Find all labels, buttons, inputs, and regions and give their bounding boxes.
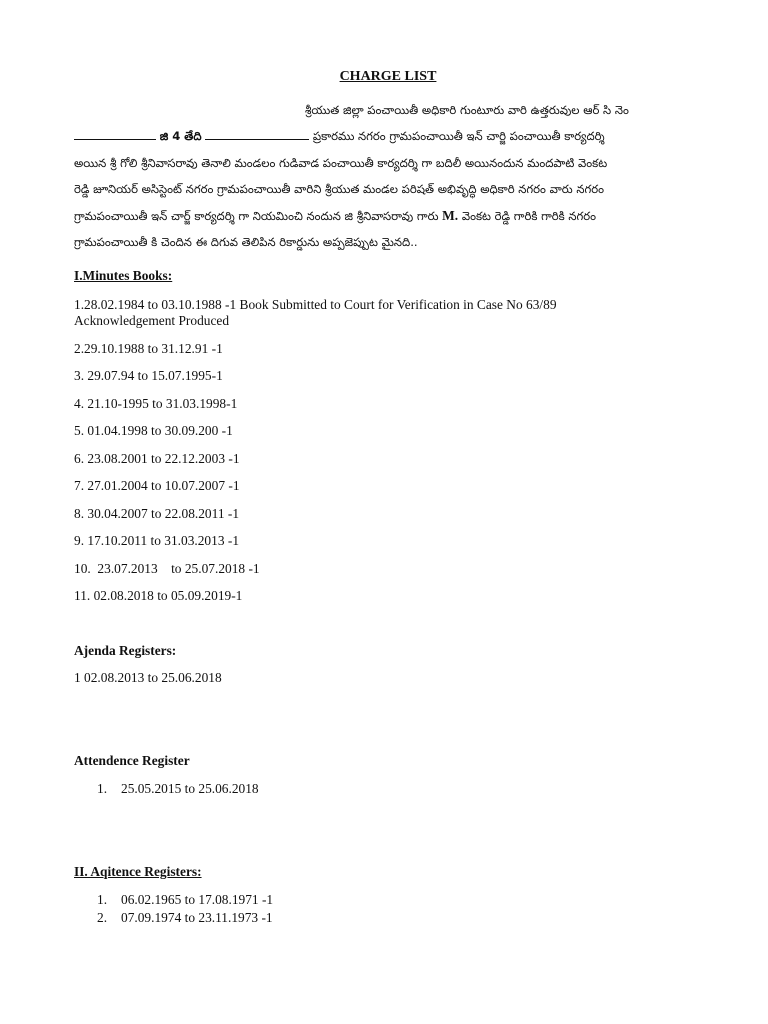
numbered-list-item <box>97 781 259 797</box>
list-item: 5. 01.04.1998 to 30.09.200 -1 <box>74 423 233 438</box>
telugu-ref-label: జి 4 తేది <box>159 129 202 143</box>
telugu-intro-paragraph <box>74 123 694 256</box>
telugu-intro-line-5 <box>74 203 694 230</box>
list-item: 11. 02.08.2018 to 05.09.2019-1 <box>74 588 243 603</box>
telugu-intro-line-4: రెడ్డి జూనియర్ అసిస్టెంట్ నగరం గ్రామపంచాయితీ వారిని శ్రీయుత మండల పరిషత్ అభివృద్ధి అధికారి నగరం వారు నగరం <box>74 182 604 196</box>
list-number: 2. <box>97 910 108 925</box>
list-number: 1. <box>97 781 108 796</box>
page-title: CHARGE LIST <box>339 69 437 84</box>
telugu-line-2-text: ప్రకారము నగరం గ్రామపంచాయితీ ఇన్ చార్జి పంచాయితీ కార్యదర్శి <box>312 129 605 143</box>
list-item: 1.28.02.1984 to 03.10.1988 -1 Book Submitted to Court for Verification in Case No 63/89 <box>74 297 557 312</box>
blank-field-ref-no <box>74 127 156 140</box>
blank-field-date <box>205 127 309 140</box>
minutes-books-heading: I.Minutes Books: <box>74 268 173 283</box>
telugu-intro-line-1: శ్రీయుత జిల్లా పంచాయితీ అధికారి గుంటూరు వారి ఉత్తరువుల ఆర్ సి నెం <box>305 103 629 117</box>
list-item: 4. 21.10-1995 to 31.03.1998-1 <box>74 396 238 411</box>
list-item: 9. 17.10.2011 to 31.03.2013 -1 <box>74 533 240 548</box>
numbered-list-item <box>97 910 273 926</box>
telugu-line-5-bold: M. <box>442 207 459 223</box>
telugu-intro-line-3: అయిన శ్రీ గోలి శ్రీనివాసరావు తెనాలి మండలం గుడివాడ పంచాయితీ కార్యదర్శి గా బదిలీ అయినందున మందపాటి వెంకట <box>74 155 608 170</box>
list-item: 1 02.08.2013 to 25.06.2018 <box>74 670 222 685</box>
list-text: 06.02.1965 to 17.08.1971 -1 <box>121 892 274 907</box>
ajenda-registers-heading: Ajenda Registers: <box>74 643 177 658</box>
list-item: 10. 23.07.2013 to 25.07.2018 -1 <box>74 561 260 576</box>
telugu-intro-line-2 <box>74 123 694 150</box>
list-item: 3. 29.07.94 to 15.07.1995-1 <box>74 368 223 383</box>
list-number: 1. <box>97 892 108 907</box>
numbered-list-item <box>97 892 273 908</box>
aqitence-registers-heading: II. Aqitence Registers: <box>74 864 202 879</box>
telugu-intro-line-6: గ్రామపంచాయితీ కి చెందిన ఈ దిగువ తెలిపిన రికార్డును అప్పజెప్పుట మైనది.. <box>74 235 418 249</box>
list-item: 6. 23.08.2001 to 22.12.2003 -1 <box>74 451 240 466</box>
list-text: 25.05.2015 to 25.06.2018 <box>121 781 259 796</box>
list-item: 2.29.10.1988 to 31.12.91 -1 <box>74 341 223 356</box>
list-item: 7. 27.01.2004 to 10.07.2007 -1 <box>74 478 240 493</box>
telugu-line-5b: వెంకట రెడ్డి గారికి గారికి నగరం <box>461 208 597 223</box>
attendence-register-heading: Attendence Register <box>74 753 190 768</box>
list-item: 8. 30.04.2007 to 22.08.2011 -1 <box>74 506 240 521</box>
telugu-line-5a: గ్రామపంచాయితీ ఇన్ చార్జ్ కార్యదర్శి గా నియమించి నందున జి శ్రీనివాసరావు గారు <box>74 208 439 223</box>
list-item: Acknowledgement Produced <box>74 313 230 328</box>
list-text: 07.09.1974 to 23.11.1973 -1 <box>121 910 273 925</box>
